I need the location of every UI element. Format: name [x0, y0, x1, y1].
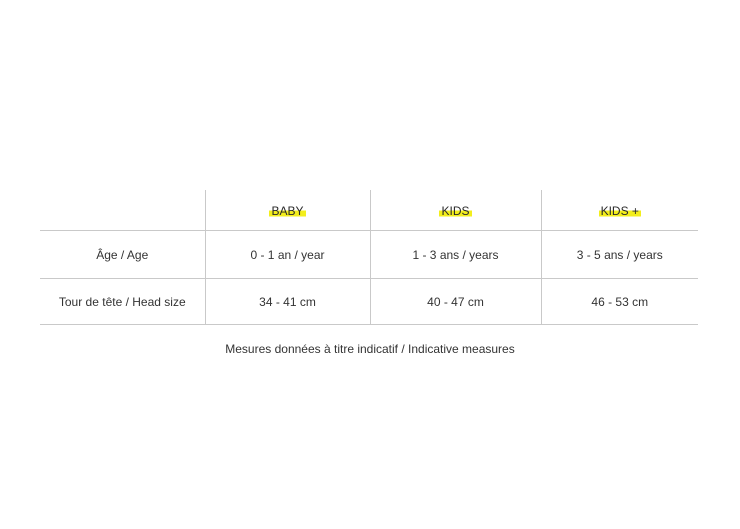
size-chart-table [40, 190, 698, 325]
row-label-head-size: Tour de tête / Head size [40, 279, 205, 325]
cell-head-size-kids: 40 - 47 cm [370, 279, 541, 325]
measurement-note: Mesures données à titre indicatif / Indicative measures [225, 342, 515, 356]
cell-age-kids-plus: 3 - 5 ans / years [541, 231, 698, 279]
header-cell-kids-plus [541, 190, 698, 231]
header-cell-baby [205, 190, 370, 231]
row-label-age: Âge / Age [40, 231, 205, 279]
header-cell-kids [370, 190, 541, 231]
table-row-head-size [40, 279, 698, 325]
header-label-baby: BABY [271, 204, 304, 218]
header-label-kids: KIDS [441, 204, 470, 218]
header-cell-empty [40, 190, 205, 231]
header-row [40, 190, 698, 231]
cell-head-size-kids-plus: 46 - 53 cm [541, 279, 698, 325]
header-label-kids-plus: KIDS + [600, 204, 639, 218]
cell-head-size-baby: 34 - 41 cm [205, 279, 370, 325]
cell-age-baby: 0 - 1 an / year [205, 231, 370, 279]
table-row-age [40, 231, 698, 279]
cell-age-kids: 1 - 3 ans / years [370, 231, 541, 279]
